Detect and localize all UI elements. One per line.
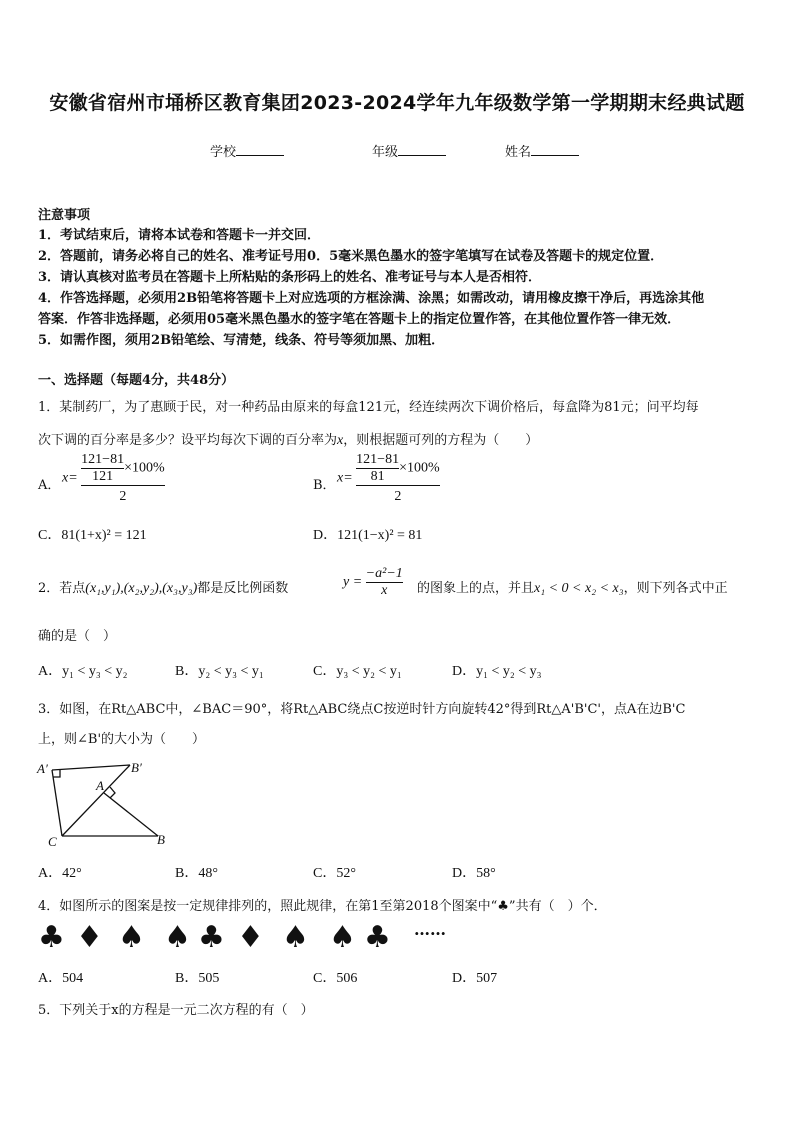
spade-icon: ♠ xyxy=(164,920,191,955)
q3-line1: 3．如图，在Rt△ABC中，∠BAC＝90°，将Rt△ABC绕点C按逆时针方向旋转42°得到Rt△A'B'C'，点A在边B'C xyxy=(38,702,686,717)
grade-blank[interactable] xyxy=(398,143,446,156)
q1-line1: 1．某制药厂，为了惠顾于民，对一种药品由原来的每盒121元，经连续两次下调价格后，每盒降为81元；问平均每 xyxy=(38,400,699,415)
q3-label-b: B xyxy=(157,832,165,847)
q3-right-angle-a1 xyxy=(53,770,60,777)
q3-option-c: C．52° xyxy=(313,866,356,881)
q3-figure xyxy=(30,756,180,851)
grade-field[interactable] xyxy=(372,141,446,160)
q1-a-den2: 2 xyxy=(81,485,164,505)
q3-option-b: B．48° xyxy=(175,866,218,881)
q1-a-percent: ×100% xyxy=(124,460,165,476)
q4-line1: 4．如图所示的图案是按一定规律排列的，照此规律，在第1至第2018个图案中“♣”共有（ ）个． xyxy=(38,899,607,914)
q1-line2a: 次下调的百分率是多少？设平均每次下调的百分率为 xyxy=(38,433,338,448)
q2-points: (x₁,y₁),(x₂,y₂),(x₃,y₃) xyxy=(85,581,198,596)
q1-a-lhs: x= xyxy=(62,470,78,486)
note-item: 1．考试结束后，请将本试卷和答题卡一并交回． xyxy=(38,228,321,243)
q3-label-b1: B′ xyxy=(131,760,142,775)
note-item: 3．请认真核对监考员在答题卡上所粘贴的条形码上的姓名、准考证号与本人是否相符． xyxy=(38,270,542,285)
school-field[interactable] xyxy=(210,141,284,160)
spade-icon: ♠ xyxy=(329,920,356,955)
q3-line-a1b1 xyxy=(52,765,130,770)
school-label: 学校 xyxy=(210,145,237,160)
name-label: 姓名 xyxy=(505,145,532,160)
q1-option-b-label: B． xyxy=(313,478,336,493)
q2-func-fraction xyxy=(366,566,403,599)
q2-text-d: ，则下列各式中正 xyxy=(623,581,728,596)
note-item: 4．作答选择题，必须用2B铅笔将答题卡上对应选项的方框涂满、涂黑；如需改动，请用橡皮擦干净后，再选涂其他 xyxy=(38,291,705,306)
q1-b-den: 81 xyxy=(356,468,399,485)
q3-line2: 上，则∠B'的大小为（ ） xyxy=(38,732,206,747)
q1-line2 xyxy=(38,429,538,449)
q4-option-d: D．507 xyxy=(452,971,498,986)
note-item: 2．答题前，请务必将自己的姓名、准考证号用0．5毫米黑色墨水的签字笔填写在试卷及答题卡的规定位置． xyxy=(38,249,664,264)
diamond-icon: ♦ xyxy=(76,920,103,955)
q3-option-a: A．42° xyxy=(38,866,82,881)
club-icon: ♣ xyxy=(198,920,225,955)
club-icon: ♣ xyxy=(364,920,391,955)
q1-option-c: C．81(1+x)² = 121 xyxy=(38,528,147,543)
q2-option-c: C．y₃ < y₂ < y₁ xyxy=(313,664,402,679)
q3-line-a1c xyxy=(52,770,62,836)
q1-a-num: 121−81 xyxy=(81,452,125,467)
q2-func-den: x xyxy=(366,582,403,599)
q3-right-angle-a xyxy=(110,787,115,798)
q1-b-den2: 2 xyxy=(356,485,439,505)
note-item: 答案．作答非选择题，必须用05毫米黑色墨水的签字笔在答题卡上的指定位置作答，在其他位置作答一律无效． xyxy=(38,312,681,327)
note-item: 5．如需作图，须用2B铅笔绘、写清楚，线条、符号等须加黑、加粗． xyxy=(38,333,445,348)
q2-line1 xyxy=(38,577,288,597)
page-title: 安徽省宿州市埇桥区教育集团2023-2024学年九年级数学第一学期期末经典试题 xyxy=(49,92,745,114)
q4-option-b: B．505 xyxy=(175,971,220,986)
q3-option-d: D．58° xyxy=(452,866,496,881)
q2-option-b: B．y₂ < y₃ < y₁ xyxy=(175,664,264,679)
q2-func-lhs: y = xyxy=(343,574,363,590)
q1-b-num: 121−81 xyxy=(356,452,400,467)
q2-line2: 确的是（ ） xyxy=(38,629,117,644)
name-field[interactable] xyxy=(505,141,579,160)
q1-option-a-label: A． xyxy=(38,478,61,493)
q1-b-percent: ×100% xyxy=(399,460,440,476)
spade-icon: ♠ xyxy=(118,920,145,955)
q3-line-b1c xyxy=(62,765,130,836)
q3-label-a1: A′ xyxy=(37,761,48,776)
q1-line2b: ，则根据题可列的方程为（ ） xyxy=(343,433,539,448)
diamond-icon: ♦ xyxy=(237,920,264,955)
q3-label-a: A xyxy=(96,778,104,793)
notes-heading: 注意事项 xyxy=(38,208,91,223)
grade-label: 年级 xyxy=(372,145,399,160)
q2-line1-cont xyxy=(417,577,728,597)
section-heading: 一、选择题（每题4分，共48分） xyxy=(38,373,235,388)
q1-b-outer-fraction xyxy=(356,452,439,505)
q1-option-b xyxy=(337,452,440,505)
q1-option-a xyxy=(62,452,165,505)
q2-inequality: x₁ < 0 < x₂ < x₃ xyxy=(534,581,624,596)
q4-option-a: A．504 xyxy=(38,971,84,986)
school-blank[interactable] xyxy=(236,143,284,156)
q3-line-ab xyxy=(104,793,158,836)
q2-option-d: D．y₁ < y₂ < y₃ xyxy=(452,664,542,679)
q2-option-a: A．y₁ < y₃ < y₂ xyxy=(38,664,128,679)
q1-a-den: 121 xyxy=(81,468,124,485)
q2-text-c: 的图象上的点，并且 xyxy=(417,581,535,596)
q1-option-d: D．121(1−x)² = 81 xyxy=(313,528,423,543)
q4-option-c: C．506 xyxy=(313,971,358,986)
q1-a-outer-fraction xyxy=(81,452,164,505)
q3-label-c: C xyxy=(48,834,57,849)
club-icon: ♣ xyxy=(38,920,65,955)
q2-function xyxy=(343,566,403,599)
name-blank[interactable] xyxy=(531,143,579,156)
q2-func-num: −a²−1 xyxy=(365,566,403,581)
spade-icon: ♠ xyxy=(282,920,309,955)
q5-line1: 5．下列关于x的方程是一元二次方程的有（ ） xyxy=(38,1003,314,1018)
q1-b-lhs: x= xyxy=(337,470,353,486)
q4-ellipsis: …… xyxy=(414,920,446,939)
q1-variable: x xyxy=(337,433,344,448)
q2-text-b: 都是反比例函数 xyxy=(197,581,289,596)
q2-text-a: 2．若点 xyxy=(38,581,86,596)
